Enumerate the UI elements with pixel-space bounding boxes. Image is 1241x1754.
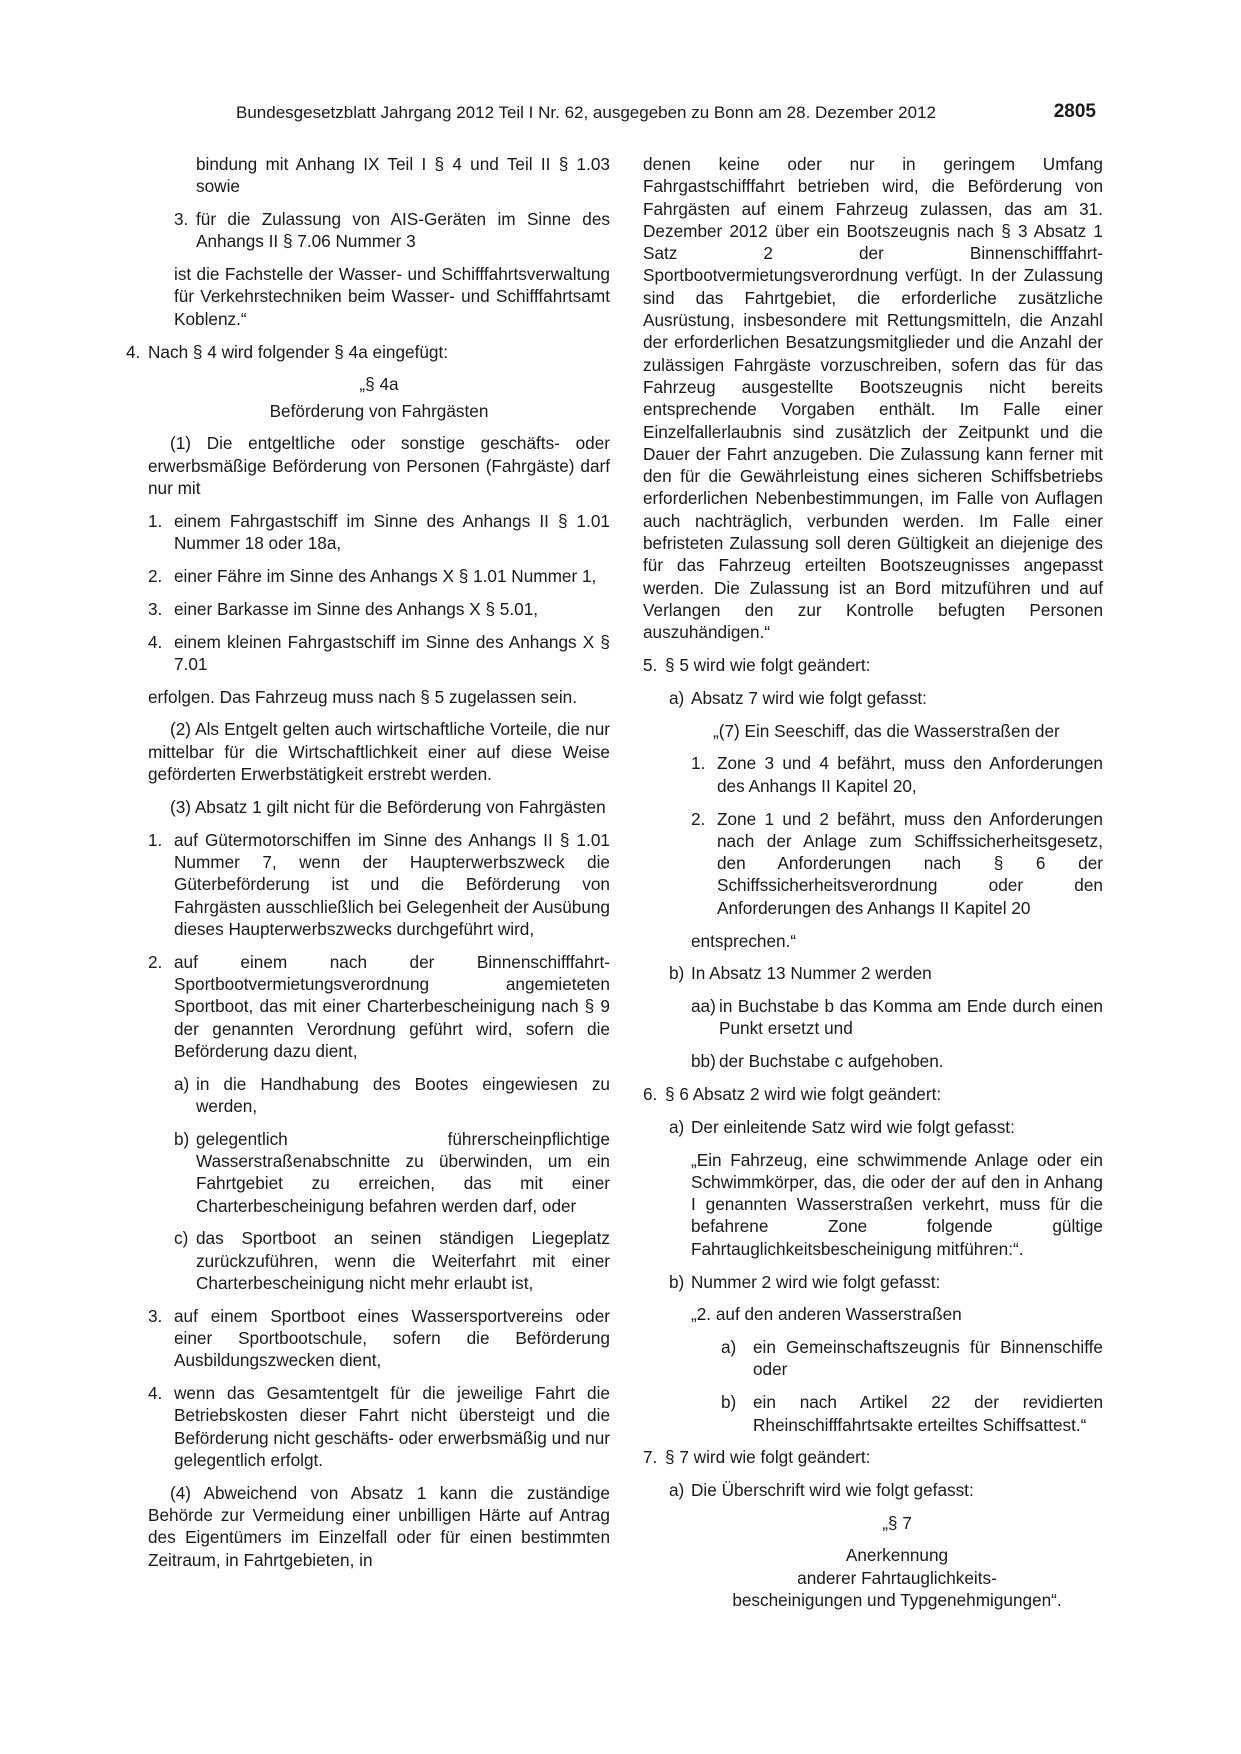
- list-item: 4. Nach § 4 wird folgender § 4a eingefügt:: [126, 341, 449, 362]
- section-heading: Anerkennung: [845, 1545, 949, 1566]
- sub-list-item: a) Die Überschrift wird wie folgt gefasst:: [669, 1480, 974, 1501]
- list-item: 3. auf einem Sportboot eines Wassersportvereins oder einer Sportbootschule, sofern die Beförderung Ausbildungszwecken dient,: [148, 1305, 610, 1371]
- list-item: 1. auf Gütermotorschiffen im Sinne des Anhangs II § 1.01 Nummer 7, wenn der Haupterwerbszweck die Güterbeförderung ist und die Beförderung von Fahrgästen ausschließlich bei Gelegenheit der Ausübung dieses Haupterwerbszwecks durchgeführt wird,: [148, 829, 610, 939]
- sub-list-item: c) das Sportboot an seinen ständigen Liegeplatz zurückzuführen, wenn die Weiterfahrt mit einer Charterbescheinigung nicht mehr erlaubt ist,: [174, 1228, 610, 1293]
- list-item: 2. Zone 1 und 2 befährt, muss den Anforderungen nach der Anlage zum Schiffssicherheitsgesetz, den Anforderungen nach § 6 der Schiffssicherheitsverordnung oder den Anforderungen des Anhangs II Kapitel 20: [691, 808, 1103, 918]
- section-heading: bescheinigungen und Typgenehmigungen“.: [732, 1589, 1062, 1610]
- list-item: 2. einer Fähre im Sinne des Anhangs X § 1.01 Nummer 1,: [148, 565, 597, 586]
- paragraph: (3) Absatz 1 gilt nicht für die Beförderung von Fahrgästen: [170, 796, 606, 817]
- sub-list-item: bb) der Buchstabe c aufgehoben.: [691, 1051, 944, 1072]
- list-item: 6. § 6 Absatz 2 wird wie folgt geändert:: [643, 1083, 942, 1104]
- list-item: 1. Zone 3 und 4 befährt, muss den Anforderungen des Anhangs II Kapitel 20,: [691, 753, 1103, 796]
- sub-list-item: aa) in Buchstabe b das Komma am Ende durch einen Punkt ersetzt und: [691, 996, 1103, 1039]
- section-heading: Beförderung von Fahrgästen: [269, 400, 489, 421]
- section-title: „§ 4a: [359, 374, 399, 395]
- quoted-text: „2. auf den anderen Wasserstraßen: [691, 1304, 962, 1325]
- list-item: 3. einer Barkasse im Sinne des Anhangs X § 5.01,: [148, 598, 539, 619]
- sub-list-item: a) Absatz 7 wird wie folgt gefasst:: [669, 687, 927, 708]
- list-item: 4. wenn das Gesamtentgelt für die jeweilige Fahrt die Betriebskosten dieser Fahrt nicht übersteigt und die Beförderung nicht geschäfts- oder erwerbsmäßig und nur gelegentlich erfolgt.: [148, 1383, 610, 1471]
- left-column: [126, 153, 610, 1571]
- paragraph: ist die Fachstelle der Wasser- und Schifffahrtsverwaltung für Verkehrstechniken beim Wasser- und Schifffahrtsamt Koblenz.“: [174, 264, 610, 329]
- quoted-text: „(7) Ein Seeschiff, das die Wasserstraßen der: [713, 720, 1060, 741]
- paragraph: bindung mit Anhang IX Teil I § 4 und Teil II § 1.03 sowie: [196, 154, 610, 197]
- sub-list-item: a) Der einleitende Satz wird wie folgt gefasst:: [669, 1116, 1015, 1137]
- paragraph: (4) Abweichend von Absatz 1 kann die zuständige Behörde zur Vermeidung einer unbilligen Härte auf Antrag des Eigentümers im Einzelfall oder für einen bestimmten Zeitraum, in Fahrtgebieten, in: [148, 1482, 610, 1570]
- sub-list-item: b) Nummer 2 wird wie folgt gefasst:: [669, 1271, 941, 1292]
- list-item: 4. einem kleinen Fahrgastschiff im Sinne des Anhangs X § 7.01: [148, 631, 610, 674]
- running-title: Bundesgesetzblatt Jahrgang 2012 Teil I Nr. 62, ausgegeben zu Bonn am 28. Dezember 2012: [236, 103, 936, 122]
- section-heading: anderer Fahrtauglichkeits-: [797, 1567, 997, 1588]
- list-item: 7. § 7 wird wie folgt geändert:: [643, 1447, 871, 1468]
- paragraph: (2) Als Entgelt gelten auch wirtschaftliche Vorteile, die nur mittelbar für die Wirtschaftlichkeit einer auf diese Weise geförderten Erwerbstätigkeit erstrebt werden.: [148, 719, 610, 785]
- list-item: 2. auf einem nach der Binnenschifffahrt-Sportbootvermietungsverordnung angemieteten Sportboot, das mit einer Charterbescheinigung nach § 9 der genannten Verordnung geführt wird, sofern die Beförderung dazu dient,: [148, 951, 610, 1061]
- page-header: [236, 101, 1096, 129]
- page-number: 2805: [1053, 101, 1096, 122]
- sub-list-item: a) ein Gemeinschaftszeugnis für Binnenschiffe oder: [721, 1337, 1103, 1380]
- section-title: „§ 7: [882, 1512, 912, 1533]
- sub-list-item: a) in die Handhabung des Bootes eingewiesen zu werden,: [174, 1073, 610, 1116]
- right-column: [643, 153, 1103, 1611]
- list-item: 1. einem Fahrgastschiff im Sinne des Anhangs II § 1.01 Nummer 18 oder 18a,: [148, 510, 610, 554]
- list-item: 3. für die Zulassung von AIS-Geräten im Sinne des Anhangs II § 7.06 Nummer 3: [174, 209, 610, 252]
- sub-list-item: b) ein nach Artikel 22 der revidierten Rheinschifffahrtsakte erteiltes Schiffsattest.“: [721, 1392, 1103, 1435]
- sub-list-item: b) In Absatz 13 Nummer 2 werden: [669, 963, 932, 984]
- list-item: 5. § 5 wird wie folgt geändert:: [643, 655, 871, 676]
- paragraph: erfolgen. Das Fahrzeug muss nach § 5 zugelassen sein.: [148, 686, 577, 707]
- sub-list-item: b) gelegentlich führerscheinpflichtige Wasserstraßenabschnitte zu überwinden, um ein Fahrtgebiet zu erreichen, das mit einer Charterbescheinigung befahren werden darf, oder: [174, 1128, 610, 1216]
- paragraph: entsprechen.“: [691, 930, 797, 951]
- paragraph: (1) Die entgeltliche oder sonstige geschäfts- oder erwerbsmäßige Beförderung von Personen (Fahrgäste) darf nur mit: [148, 433, 610, 499]
- quoted-text: „Ein Fahrzeug, eine schwimmende Anlage oder ein Schwimmkörper, das, die oder der auf den in Anhang I genannten Wasserstraßen verkehrt, muss für die befahrene Zone folgende gültige Fahrtauglichkeitsbescheinigung mitführen:“.: [691, 1149, 1103, 1259]
- paragraph: denen keine oder nur in geringem Umfang Fahrgastschifffahrt betrieben wird, die Beförderung von Fahrgästen auf einem Fahrzeug zulassen, das am 31. Dezember 2012 über ein Bootszeugnis nach § 3 Absatz 1 Satz 2 der Binnenschifffahrt-Sportbootvermietungsverordnung verfügt. In der Zulassung sind das Fahrtgebiet, die erforderliche zusätzliche Ausrüstung, insbesondere mit Rettungsmitteln, die Anzahl der erforderlichen Besatzungsmitglieder und die Anzahl der zulässigen Fahrgäste vorzuschreiben, sofern das für das Fahrzeug ausgestellte Bootszeugnis nicht bereits entsprechende Vorgaben enthält. Im Falle einer Einzelfallerlaubnis sind zusätzlich der Zeitpunkt und die Dauer der Fahrt anzugeben. Die Zulassung kann ferner mit den für die Gewährleistung eines sicheren Schiffsbetriebs erforderlichen Nebenbestimmungen, im Falle von Auflagen auch nachträglich, verbunden werden. Im Falle einer befristeten Zulassung soll deren Gültigkeit an diejenige des für das Fahrzeug erteilten Bootszeugnisses angepasst werden. Die Zulassung ist an Bord mitzuführen und auf Verlangen den zur Kontrolle befugten Personen auszuhändigen.“: [643, 154, 1103, 643]
